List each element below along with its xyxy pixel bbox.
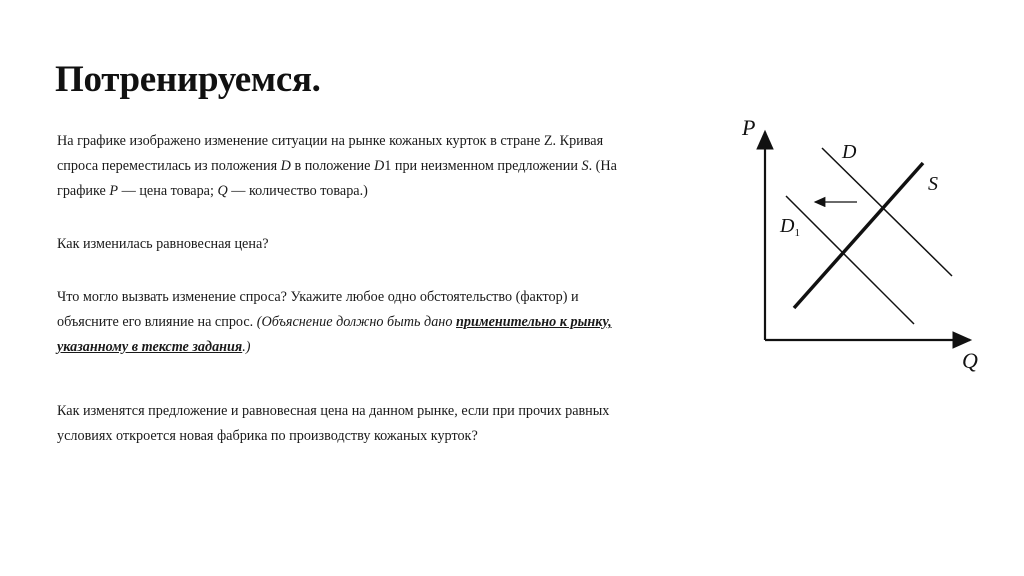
q-italic: Q (217, 183, 228, 199)
d-label: D (842, 141, 857, 163)
d1-label: $D_1$ (780, 215, 800, 239)
s-label: S (928, 173, 938, 195)
question-demand: Что могло вызвать изменение спроса? Укажите любое одно обстоятельство (фактор) и объясните его влияние на спрос. (Объяснение должно быть дано применительно к рынку, указанному в тексте задания.) (57, 289, 612, 355)
paragraph-intro: На графике изображено изменение ситуации на рынке кожаных курток в стране Z. Кривая спроса переместилась из положения D в положение D1 при неизменном предложении S. (На графике P — цена товара; Q — количество товара.) (57, 133, 617, 199)
q-axis-label: Q (962, 348, 978, 373)
d1-subscript: 1 (794, 227, 800, 239)
p-italic: P (109, 183, 119, 199)
question-price: Как изменилась равновесная цена? (57, 236, 269, 252)
underlined-note: применительно к рынку, указанному в тексте задания (57, 314, 612, 355)
task-text (57, 129, 617, 449)
d1-italic: D (373, 158, 385, 174)
slide-title: Потренируемся. (55, 59, 321, 100)
s-italic: S (581, 158, 589, 174)
demand-curve-d1 (786, 196, 914, 324)
supply-demand-graph (730, 110, 990, 380)
d-italic: D (280, 158, 291, 174)
p-axis-label: P (742, 115, 756, 140)
question-supply: Как изменятся предложение и равновесная цена на данном рынке, если при прочих равных условиях откроется новая фабрика по производству кожаных курток? (57, 403, 610, 444)
